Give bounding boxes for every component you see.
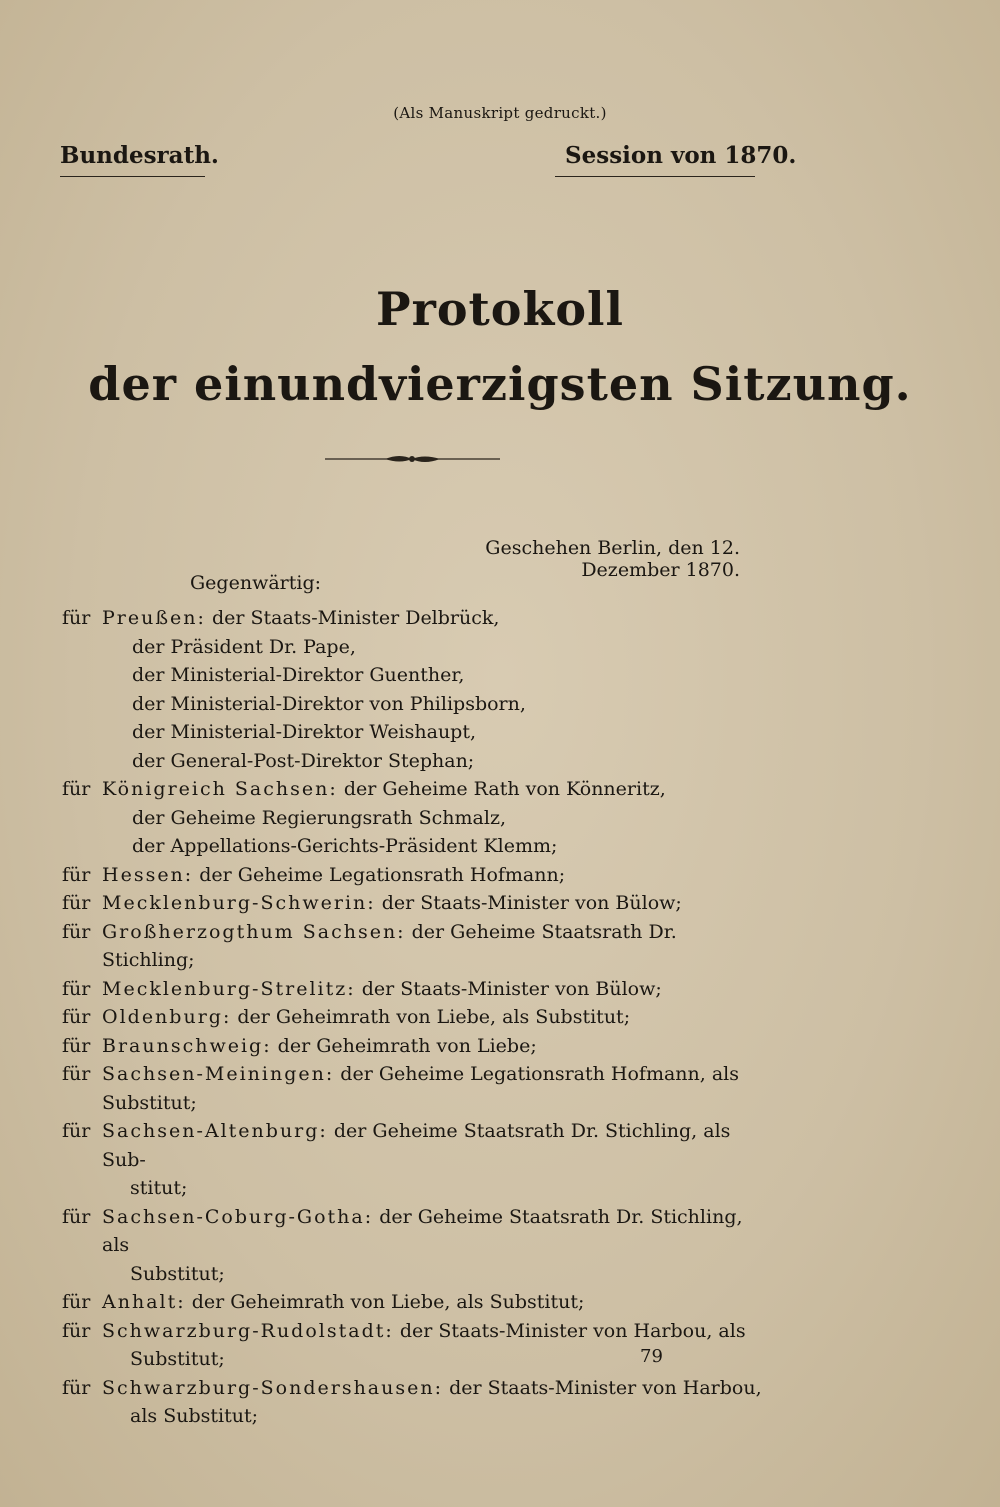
attendance-entry xyxy=(62,889,772,918)
attendance-entry xyxy=(62,1374,772,1431)
header-bundesrath: Bundesrath. xyxy=(60,142,219,169)
present-label: Gegenwärtig: xyxy=(190,572,322,594)
for-word: für xyxy=(62,863,91,886)
delegate-line: als Substitut; xyxy=(130,1405,258,1427)
attendance-entry xyxy=(62,1203,772,1289)
state-name: Sachsen-Coburg-Gotha: xyxy=(102,1205,374,1228)
attendance-entry xyxy=(62,1060,772,1117)
state-name: Anhalt: xyxy=(102,1291,186,1313)
state-name: Preußen: xyxy=(102,607,206,629)
for-word: für xyxy=(62,1034,91,1057)
delegate-line: der Geheime Regierungsrath Schmalz, xyxy=(132,806,506,829)
delegate-line: der Geheimrath von Liebe, als Substitut; xyxy=(237,1006,631,1028)
for-word: für xyxy=(62,1291,91,1313)
delegate-line: der Präsident Dr. Pape, xyxy=(132,635,356,658)
state-name: Sachsen-Altenburg: xyxy=(102,1120,328,1142)
header-right-rule xyxy=(555,176,755,177)
date-line: Geschehen Berlin, den 12. Dezember 1870. xyxy=(485,537,740,581)
delegate-line: der Geheime Legationsrath Hofmann; xyxy=(199,863,566,886)
delegate-line: Substitut; xyxy=(130,1262,225,1285)
delegate-line: stitut; xyxy=(130,1177,188,1199)
state-name: Oldenburg: xyxy=(102,1006,232,1028)
delegate-line: der Geheime Staatsrath Dr. Stichling, als xyxy=(102,1205,743,1256)
attendance-list xyxy=(62,604,772,1431)
title-sitzung: der einundvierzigsten Sitzung. xyxy=(88,357,912,411)
delegate-line: der Staats-Minister Delbrück, xyxy=(211,607,500,629)
delegate-line: der Appellations-Gerichts-Präsident Klemm; xyxy=(132,835,558,857)
delegate-line: der Geheime Rath von Könneritz, xyxy=(343,778,666,800)
state-name: Großherzogthum Sachsen: xyxy=(102,920,406,943)
state-name: Schwarzburg-Sondershausen: xyxy=(102,1376,444,1399)
for-word: für xyxy=(62,1319,91,1342)
delegate-line: der Staats-Minister von Bülow; xyxy=(361,977,662,1000)
state-name: Mecklenburg-Strelitz: xyxy=(102,977,356,1000)
delegate-line: der Ministerial-Direktor Weishaupt, xyxy=(132,721,477,743)
attendance-entry xyxy=(62,861,772,890)
for-word: für xyxy=(62,778,91,800)
attendance-entry xyxy=(62,918,772,975)
for-word: für xyxy=(62,607,91,629)
delegate-line: der Ministerial-Direktor Guenther, xyxy=(132,664,465,686)
attendance-entry xyxy=(62,775,772,861)
state-name: Schwarzburg-Rudolstadt: xyxy=(102,1319,394,1342)
for-word: für xyxy=(62,977,91,1000)
delegate-line: der Staats-Minister von Harbou, als xyxy=(399,1319,746,1342)
ornament-divider-icon xyxy=(325,451,500,467)
page-number: 79 xyxy=(640,1346,663,1367)
attendance-entry xyxy=(62,1117,772,1203)
for-word: für xyxy=(62,920,91,943)
attendance-entry xyxy=(62,1317,772,1374)
manuscript-note: (Als Manuskript gedruckt.) xyxy=(393,104,607,122)
for-word: für xyxy=(62,1006,91,1028)
delegate-line: der Geheime Staatsrath Dr. Stichling; xyxy=(102,920,677,971)
delegate-line: der Geheime Staatsrath Dr. Stichling, als Sub- xyxy=(102,1120,731,1171)
attendance-entry xyxy=(62,604,772,775)
attendance-entry xyxy=(62,1003,772,1032)
attendance-entry xyxy=(62,975,772,1004)
delegate-line: der Geheimrath von Liebe; xyxy=(277,1034,537,1057)
delegate-line: der Geheimrath von Liebe, als Substitut; xyxy=(191,1291,585,1313)
delegate-line: der Staats-Minister von Harbou, xyxy=(449,1376,762,1399)
delegate-line: der Staats-Minister von Bülow; xyxy=(381,892,682,914)
state-name: Mecklenburg-Schwerin: xyxy=(102,892,376,914)
delegate-line: der Geheime Legationsrath Hofmann, als Substitut; xyxy=(102,1063,740,1114)
header-left-rule xyxy=(60,176,205,177)
delegate-line: Substitut; xyxy=(130,1348,225,1370)
state-name: Sachsen-Meiningen: xyxy=(102,1063,335,1085)
delegate-line: der Ministerial-Direktor von Philipsborn, xyxy=(132,692,526,715)
for-word: für xyxy=(62,1376,91,1399)
for-word: für xyxy=(62,1205,91,1228)
attendance-entry xyxy=(62,1032,772,1061)
delegate-line: der General-Post-Direktor Stephan; xyxy=(132,749,475,772)
title-protokoll: Protokoll xyxy=(376,282,624,336)
state-name: Hessen: xyxy=(102,863,194,886)
header-session: Session von 1870. xyxy=(565,142,797,169)
for-word: für xyxy=(62,1120,91,1142)
for-word: für xyxy=(62,1063,91,1085)
attendance-entry xyxy=(62,1288,772,1317)
state-name: Braunschweig: xyxy=(102,1034,272,1057)
for-word: für xyxy=(62,892,91,914)
state-name: Königreich Sachsen: xyxy=(102,778,338,800)
